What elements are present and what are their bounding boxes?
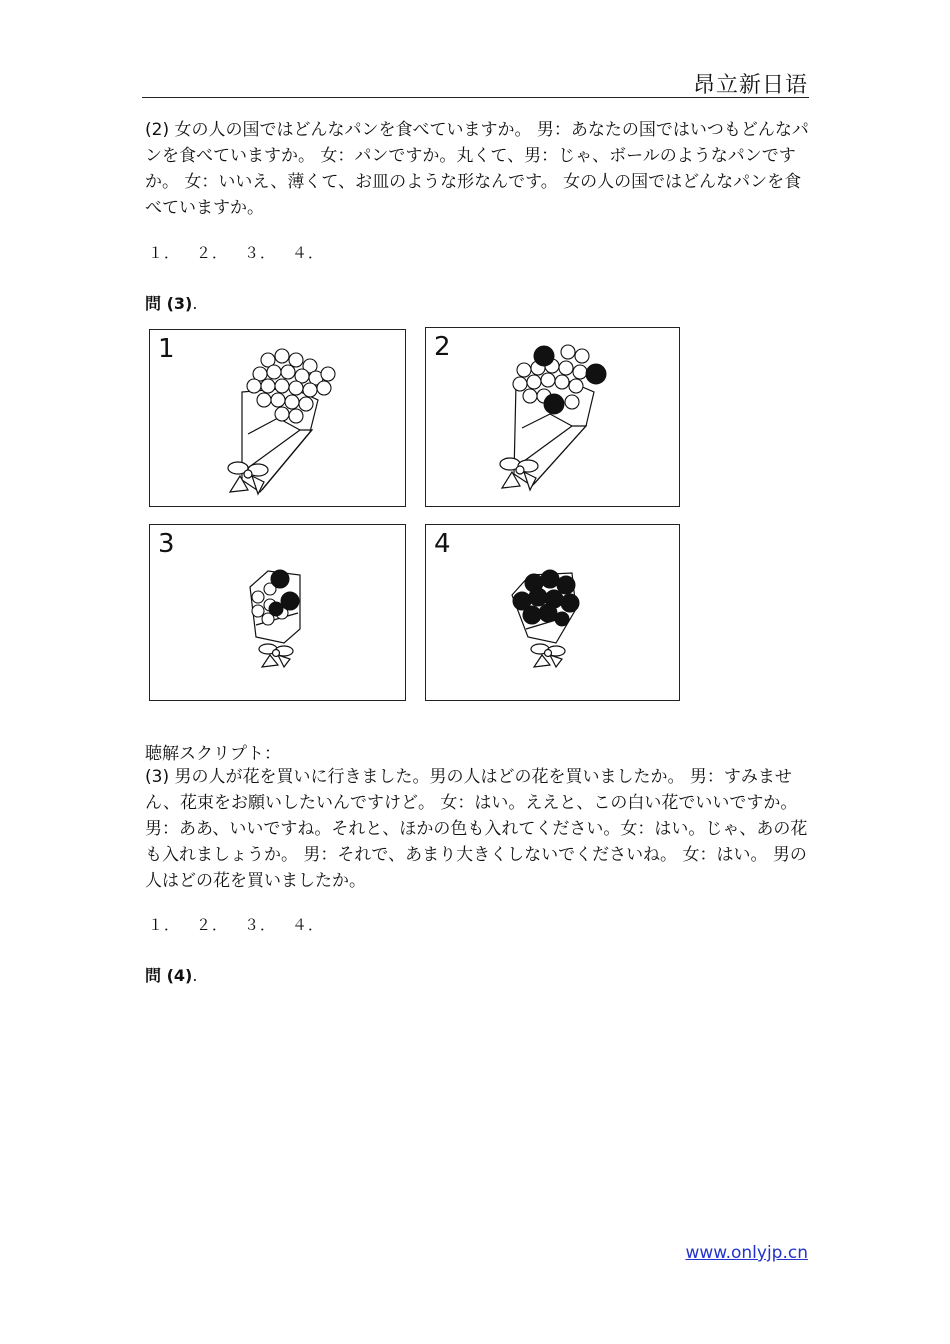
- q3-script-label: 聴解スクリプト：: [145, 744, 281, 764]
- q3-option-3: ３．: [244, 916, 277, 934]
- bouquet-illustration-1: [150, 330, 405, 506]
- q2-option-4: ４．: [292, 244, 325, 262]
- q2-option-2: ２．: [196, 244, 229, 262]
- panel-number-1: 1: [158, 334, 175, 364]
- bouquet-illustration-2: [426, 328, 679, 506]
- bouquet-illustration-3: [150, 525, 405, 700]
- bouquet-panel-4: [425, 524, 680, 701]
- q2-options: [148, 242, 340, 263]
- panel-number-3: 3: [158, 529, 175, 559]
- bouquet-panel-1: [149, 329, 406, 507]
- q3-script: (3) 男の人が花を買いに行きました。男の人はどの花を買いましたか。 男：すみません、花束をお願いしたいんですけど。 女：はい。ええと、この白い花でいいですか。男：ああ、いいですね。それと、ほかの色も入れてください。女：はい。じゃ、あの花も入れましょうか。 男：それで、あまり大きくしないでくださいね。 女：はい。 男の人はどの花を買いましたか。: [145, 767, 808, 891]
- footer-website-link[interactable]: www.onlyjp.cn: [685, 1243, 808, 1263]
- bouquet-panel-3: [149, 524, 406, 701]
- bouquet-illustration-4: [426, 525, 679, 700]
- q3-heading: 問 (3).: [145, 294, 198, 313]
- header-divider: [142, 97, 809, 98]
- panel-number-4: 4: [434, 529, 451, 559]
- panel-number-2: 2: [434, 332, 451, 362]
- q3-options: [148, 914, 340, 935]
- q2-option-3: ３．: [244, 244, 277, 262]
- q4-heading: 問 (4).: [145, 966, 198, 985]
- bouquet-panel-2: [425, 327, 680, 507]
- q2-option-1: １．: [148, 244, 181, 262]
- q3-option-4: ４．: [292, 916, 325, 934]
- brand-title: 昂立新日语: [692, 73, 808, 98]
- q3-option-2: ２．: [196, 916, 229, 934]
- q2-script: (2) 女の人の国ではどんなパンを食べていますか。 男：あなたの国ではいつもどんなパンを食べていますか。 女：パンですか。丸くて、男：じゃ、ボールのようなパンですか。 女：いいえ、薄くて、お皿のような形なんです。 女の人の国ではどんなパンを食べていますか。: [145, 120, 809, 218]
- q3-option-1: １．: [148, 916, 181, 934]
